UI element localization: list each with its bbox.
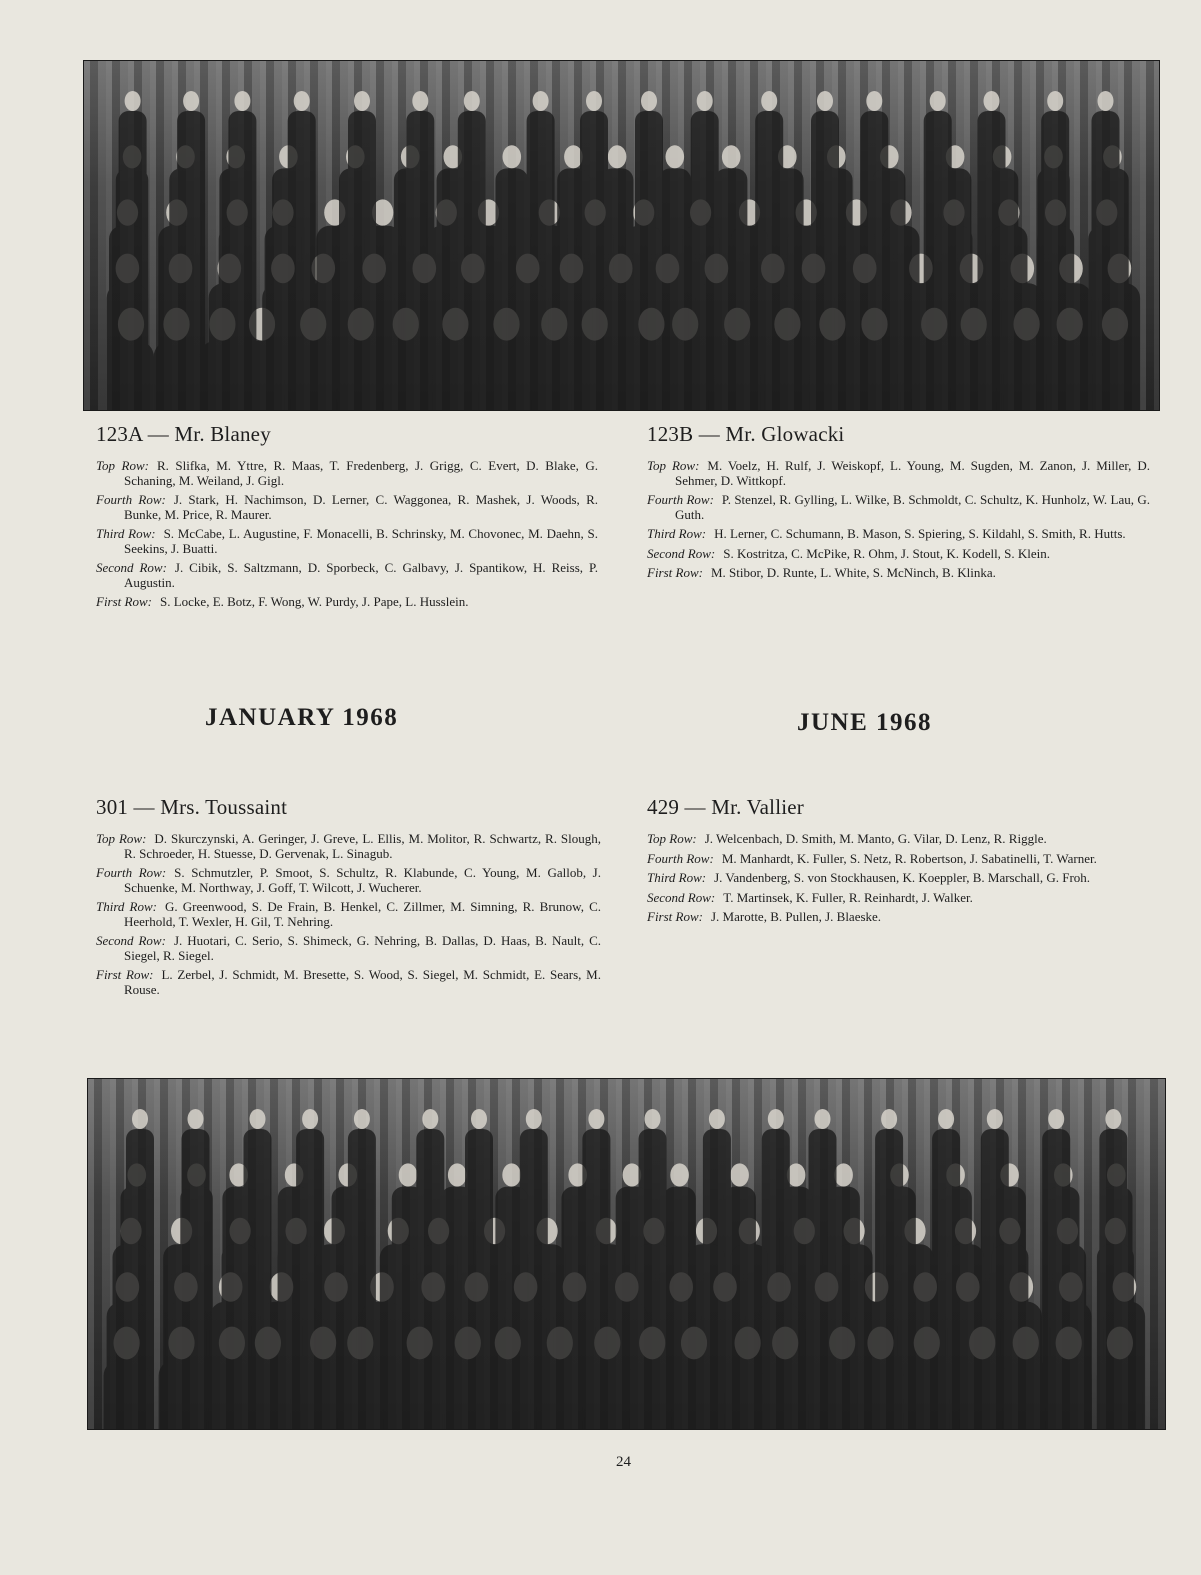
- figure-face: [697, 91, 713, 111]
- row-label: Top Row:: [96, 831, 147, 846]
- figure-face: [709, 1109, 725, 1129]
- row-names: G. Greenwood, S. De Frain, B. Henkel, C. Zillmer, M. Simning, R. Brunow, C. Heerhold, T. Wexler, H. Gil, T. Nehring.: [124, 899, 601, 929]
- figure-body: [484, 341, 530, 410]
- figure-face: [645, 1109, 661, 1129]
- figure-body: [584, 1359, 630, 1429]
- figure-face: [984, 91, 1000, 111]
- row-label: Second Row:: [647, 889, 716, 905]
- row-label: Second Row:: [96, 933, 166, 948]
- row-label: Top Row:: [647, 831, 697, 846]
- figure-face: [533, 91, 549, 111]
- figure-face: [354, 1109, 370, 1129]
- figure-face: [1048, 1109, 1064, 1129]
- row-names: R. Slifka, M. Yttre, R. Maas, T. Fredenberg, J. Grigg, C. Evert, D. Blake, G. Schaning, M. Weiland, J. Gigl.: [124, 458, 599, 488]
- row-label: First Row:: [96, 594, 152, 609]
- class-429-caption: [647, 795, 1153, 930]
- row-third: [96, 900, 601, 929]
- figure-body: [714, 341, 760, 410]
- figure-face: [564, 145, 583, 168]
- group-photo-figures: [84, 61, 1159, 410]
- figure-face: [938, 1109, 954, 1129]
- figure-body: [1092, 341, 1138, 410]
- row-label: Top Row:: [96, 458, 149, 473]
- class-301-caption: [96, 795, 601, 1002]
- figure-body: [397, 1359, 443, 1429]
- row-names: L. Zerbel, J. Schmidt, M. Bresette, S. Wood, S. Siegel, M. Schmidt, E. Sears, M. Rouse.: [124, 967, 601, 997]
- section-heading-june: JUNE 1968: [797, 709, 933, 736]
- figure-face: [132, 1109, 148, 1129]
- figure-body: [662, 341, 708, 410]
- figure-body: [764, 341, 810, 410]
- row-label: Fourth Row:: [647, 850, 714, 866]
- row-names: M. Voelz, H. Rulf, J. Weiskopf, L. Young, M. Sugden, M. Zanon, J. Miller, D. Sehmer, D. Wittkopf.: [675, 458, 1151, 488]
- class-title-429: 429 — Mr. Vallier: [647, 795, 805, 819]
- row-fourth: [96, 493, 598, 522]
- row-first: [96, 595, 598, 610]
- figure-face: [503, 145, 522, 168]
- row-third: [647, 871, 1153, 886]
- figure-face: [817, 91, 833, 111]
- figure-face: [526, 1109, 542, 1129]
- figure-body: [245, 1359, 291, 1429]
- row-names: P. Stenzel, R. Gylling, L. Wilke, B. Schmoldt, C. Schultz, K. Hunholz, W. Lau, G. Guth.: [675, 492, 1150, 522]
- figure-face: [234, 91, 250, 111]
- figure-body: [159, 1359, 205, 1429]
- figure-body: [572, 341, 618, 410]
- figure-face: [586, 91, 602, 111]
- row-label: Second Row:: [647, 545, 716, 561]
- row-names: D. Skurczynski, A. Geringer, J. Greve, L. Ellis, M. Molitor, R. Schwartz, R. Slough, R. Schroeder, H. Stuesse, D. Gervenak, L. Sinagub.: [124, 831, 601, 861]
- row-names: T. Martinsek, K. Fuller, R. Reinhardt, J. Walker.: [723, 889, 973, 905]
- figure-face: [422, 1109, 438, 1129]
- figure-face: [666, 145, 685, 168]
- figure-body: [1046, 1359, 1092, 1429]
- figure-face: [768, 1109, 784, 1129]
- figure-body: [104, 1359, 150, 1429]
- row-names: J. Cibik, S. Saltzmann, D. Sporbeck, C. Galbavy, J. Spantikow, H. Reiss, P. Augustin.: [124, 560, 598, 590]
- figure-body: [1003, 1359, 1049, 1429]
- figure-body: [1047, 341, 1093, 410]
- figure-face: [730, 1163, 749, 1186]
- figure-body: [338, 341, 384, 410]
- section-heading-january: JANUARY 1968: [205, 704, 399, 731]
- row-label: First Row:: [96, 967, 154, 982]
- figure-body: [911, 341, 957, 410]
- figure-face: [294, 91, 310, 111]
- figure-face: [722, 145, 741, 168]
- figure-body: [239, 341, 285, 410]
- row-label: Fourth Row:: [647, 492, 714, 507]
- figure-face: [464, 91, 480, 111]
- figure-body: [1097, 1359, 1143, 1429]
- class-123b-caption: [647, 422, 1150, 586]
- figure-body: [432, 341, 478, 410]
- figure-body: [199, 341, 245, 410]
- row-names: J. Welcenbach, D. Smith, M. Manto, G. Vilar, D. Lenz, R. Riggle.: [704, 831, 1047, 846]
- row-names: S. Locke, E. Botz, F. Wong, W. Purdy, J. Pape, L. Husslein.: [159, 594, 469, 609]
- row-names: H. Lerner, C. Schumann, B. Mason, S. Spiering, S. Kildahl, S. Smith, R. Hutts.: [714, 526, 1126, 541]
- row-fourth: [647, 493, 1150, 522]
- figure-body: [852, 341, 898, 410]
- row-names: J. Stark, H. Nachimson, D. Lerner, C. Waggonea, R. Mashek, J. Woods, R. Bunke, M. Price, R. Maurer.: [124, 492, 598, 522]
- figure-face: [448, 1163, 467, 1186]
- figure-body: [108, 341, 154, 410]
- figure-body: [531, 341, 577, 410]
- row-second: [96, 934, 601, 963]
- figure-face: [834, 1163, 853, 1186]
- row-top: [647, 832, 1153, 847]
- row-label: Third Row:: [96, 526, 156, 541]
- figure-face: [354, 91, 370, 111]
- row-label: Fourth Row:: [96, 492, 166, 507]
- figure-face: [1098, 91, 1114, 111]
- class-123a-caption: [96, 422, 598, 615]
- row-third: [647, 527, 1150, 542]
- figure-body: [1004, 341, 1050, 410]
- class-title-123a: 123A — Mr. Blaney: [96, 422, 271, 446]
- row-names: J. Marotte, B. Pullen, J. Blaeske.: [710, 909, 882, 924]
- row-top: [96, 459, 598, 488]
- figure-body: [951, 341, 997, 410]
- row-first: [647, 566, 1150, 581]
- row-label: First Row:: [647, 909, 703, 924]
- row-second: [96, 561, 598, 590]
- row-names: S. Kostritza, C. McPike, R. Ohm, J. Stout, K. Kodell, S. Klein.: [723, 545, 1051, 561]
- figure-face: [183, 91, 199, 111]
- figure-body: [959, 1359, 1005, 1429]
- row-fourth: [96, 866, 601, 895]
- figure-face: [399, 1163, 418, 1186]
- figure-body: [485, 1359, 531, 1429]
- row-second: [647, 891, 1153, 906]
- figure-face: [930, 91, 946, 111]
- figure-face: [412, 91, 428, 111]
- row-label: Top Row:: [647, 458, 700, 473]
- row-third: [96, 527, 598, 556]
- figure-body: [337, 1359, 383, 1429]
- figure-body: [629, 1359, 675, 1429]
- row-label: Third Row:: [96, 899, 157, 914]
- class-title-301: 301 — Mrs. Toussaint: [96, 795, 288, 819]
- figure-face: [188, 1109, 204, 1129]
- row-first: [96, 968, 601, 997]
- figure-face: [623, 1163, 642, 1186]
- class-photo-123: [83, 60, 1160, 411]
- row-names: M. Stibor, D. Runte, L. White, S. McNinch, B. Klinka.: [710, 565, 996, 580]
- figure-face: [471, 1109, 487, 1129]
- row-names: M. Manhardt, K. Fuller, S. Netz, R. Robertson, J. Sabatinelli, T. Warner.: [721, 850, 1097, 866]
- figure-body: [762, 1359, 808, 1429]
- class-photo-301-429: [87, 1078, 1166, 1430]
- row-fourth: [647, 852, 1153, 867]
- figure-face: [987, 1109, 1003, 1129]
- figure-face: [125, 91, 141, 111]
- page-number: 24: [616, 1454, 631, 1470]
- figure-face: [502, 1163, 521, 1186]
- row-label: Third Row:: [647, 870, 707, 885]
- row-second: [647, 547, 1150, 562]
- figure-body: [445, 1359, 491, 1429]
- figure-body: [904, 1359, 950, 1429]
- figure-body: [858, 1359, 904, 1429]
- figure-face: [302, 1109, 318, 1129]
- figure-body: [537, 1359, 583, 1429]
- figure-face: [250, 1109, 266, 1129]
- row-first: [647, 910, 1153, 925]
- figure-body: [154, 341, 200, 410]
- figure-body: [290, 341, 336, 410]
- row-top: [96, 832, 601, 861]
- figure-body: [809, 341, 855, 410]
- row-names: J. Huotari, C. Serio, S. Shimeck, G. Nehring, B. Dallas, D. Haas, B. Nault, C. Siegel, R. Siegel.: [124, 933, 602, 963]
- figure-face: [1105, 1109, 1121, 1129]
- figure-face: [1047, 91, 1063, 111]
- group-photo-figures: [88, 1079, 1165, 1429]
- class-title-123b: 123B — Mr. Glowacki: [647, 422, 845, 446]
- figure-body: [383, 341, 429, 410]
- figure-body: [671, 1359, 717, 1429]
- row-top: [647, 459, 1150, 488]
- row-names: J. Vandenberg, S. von Stockhausen, K. Koeppler, B. Marschall, G. Froh.: [714, 870, 1091, 885]
- figure-face: [608, 145, 627, 168]
- row-names: S. Schmutzler, P. Smoot, S. Schultz, R. Klabunde, C. Young, M. Gallob, J. Schuenke, M. Northway, J. Goff, T. Wilcott, J. Wucherer.: [124, 865, 601, 895]
- figure-face: [866, 91, 882, 111]
- row-label: Second Row:: [96, 560, 167, 575]
- figure-face: [588, 1109, 604, 1129]
- row-label: First Row:: [647, 565, 703, 580]
- figure-face: [641, 91, 657, 111]
- figure-face: [761, 91, 777, 111]
- row-names: S. McCabe, L. Augustine, F. Monacelli, B. Schrinsky, M. Chovonec, M. Daehn, S. Seekins, J. Buatti.: [124, 526, 598, 556]
- figure-face: [815, 1109, 831, 1129]
- figure-face: [881, 1109, 897, 1129]
- row-label: Third Row:: [647, 526, 707, 541]
- row-label: Fourth Row:: [96, 865, 167, 880]
- figure-face: [670, 1163, 689, 1186]
